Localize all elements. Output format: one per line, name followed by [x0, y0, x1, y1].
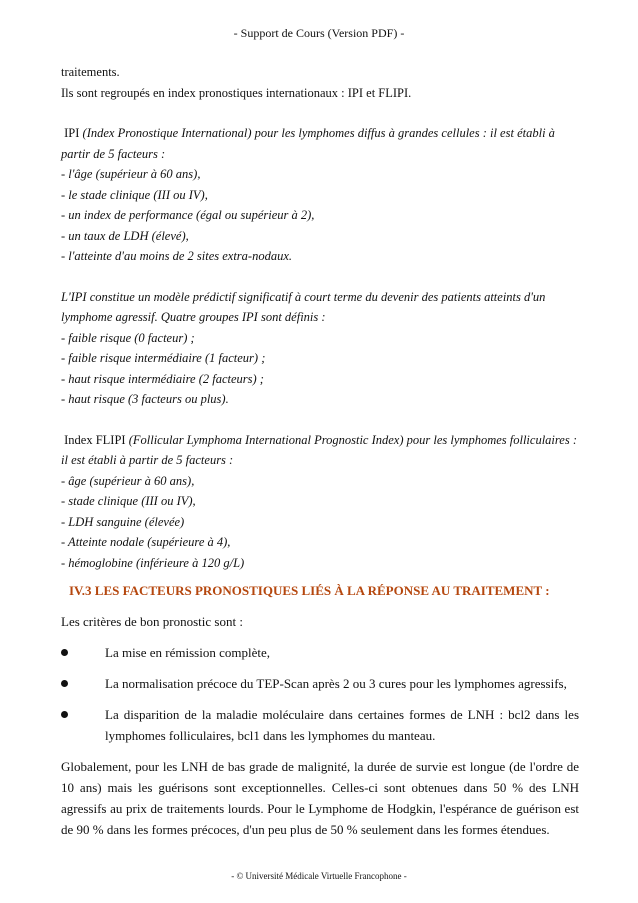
- flipi-lead: Index FLIPI: [64, 432, 126, 447]
- list-item: [61, 704, 579, 746]
- ipi-factor: - l'âge (supérieur à 60 ans),: [61, 167, 201, 181]
- list-item: [61, 673, 579, 694]
- criteria-list: [61, 642, 579, 746]
- ipi-definition: [61, 123, 579, 164]
- ipi-model-text: L'IPI constitue un modèle prédictif significatif à court terme du devenir des patients atteints d'un lymphome agressif. Quatre groupes IPI sont définis :: [61, 289, 546, 324]
- flipi-factor: - stade clinique (III ou IV),: [61, 494, 196, 508]
- ipi-lead: IPI: [64, 126, 80, 140]
- page-content: [61, 62, 579, 840]
- flipi-text: (Follicular Lymphoma International Prognostic Index) pour les lymphomes folliculaires : il est établi à partir de 5 facteurs :: [61, 432, 577, 467]
- list-item-text: La normalisation précoce du TEP-Scan après 2 ou 3 cures pour les lymphomes agressifs,: [105, 676, 567, 691]
- intro-line-1: traitements.: [61, 65, 120, 79]
- list-item-text: La mise en rémission complète,: [105, 645, 270, 660]
- ipi-group: - haut risque intermédiaire (2 facteurs) ;: [61, 371, 264, 386]
- ipi-text: (Index Pronostique International) pour les lymphomes diffus à grandes cellules : il est établi à partir de 5 facteurs :: [61, 126, 555, 161]
- ipi-group: - haut risque (3 facteurs ou plus).: [61, 392, 229, 406]
- flipi-definition: [61, 430, 579, 471]
- section-intro: Les critères de bon pronostic sont :: [61, 614, 243, 629]
- flipi-factor: - hémoglobine (inférieure à 120 g/L): [61, 555, 245, 570]
- flipi-factor: - âge (supérieur à 60 ans),: [61, 473, 195, 488]
- flipi-factor: - LDH sanguine (élevée): [61, 514, 185, 529]
- page-header: - Support de Cours (Version PDF) -: [233, 26, 405, 40]
- section-heading: IV.3 LES FACTEURS PRONOSTIQUES LIÉS À LA RÉPONSE AU TRAITEMENT :: [69, 583, 550, 598]
- conclusion-paragraph: Globalement, pour les LNH de bas grade de malignité, la durée de survie est longue (de l'ordre de 10 ans) mais les guérisons sont exceptionnelles. Celles-ci sont obtenues dans 50 % des LNH agressifs au prix de traitements lourds. Pour le Lymphome de Hodgkin, l'espérance de guérison est de 90 % dans les formes précoces, d'un peu plus de 50 % seulement dans les formes étendues.: [61, 759, 579, 837]
- page-footer: - © Université Médicale Virtuelle Francophone -: [231, 871, 407, 881]
- intro-line-2: Ils sont regroupés en index pronostiques internationaux : IPI et FLIPI.: [61, 85, 412, 100]
- list-item: [61, 642, 579, 663]
- ipi-factor: - le stade clinique (III ou IV),: [61, 187, 208, 202]
- list-item-text: La disparition de la maladie moléculaire dans certaines formes de LNH : bcl2 dans les lymphomes folliculaires, bcl1 dans les lymphomes du manteau.: [105, 707, 579, 743]
- flipi-factor: - Atteinte nodale (supérieure à 4),: [61, 535, 231, 549]
- ipi-factor: - un taux de LDH (élevé),: [61, 228, 189, 243]
- ipi-group: - faible risque (0 facteur) ;: [61, 330, 195, 345]
- ipi-factor: - l'atteinte d'au moins de 2 sites extra-nodaux.: [61, 249, 292, 263]
- ipi-group: - faible risque intermédiaire (1 facteur) ;: [61, 351, 266, 365]
- ipi-factor: - un index de performance (égal ou supérieur à 2),: [61, 208, 315, 222]
